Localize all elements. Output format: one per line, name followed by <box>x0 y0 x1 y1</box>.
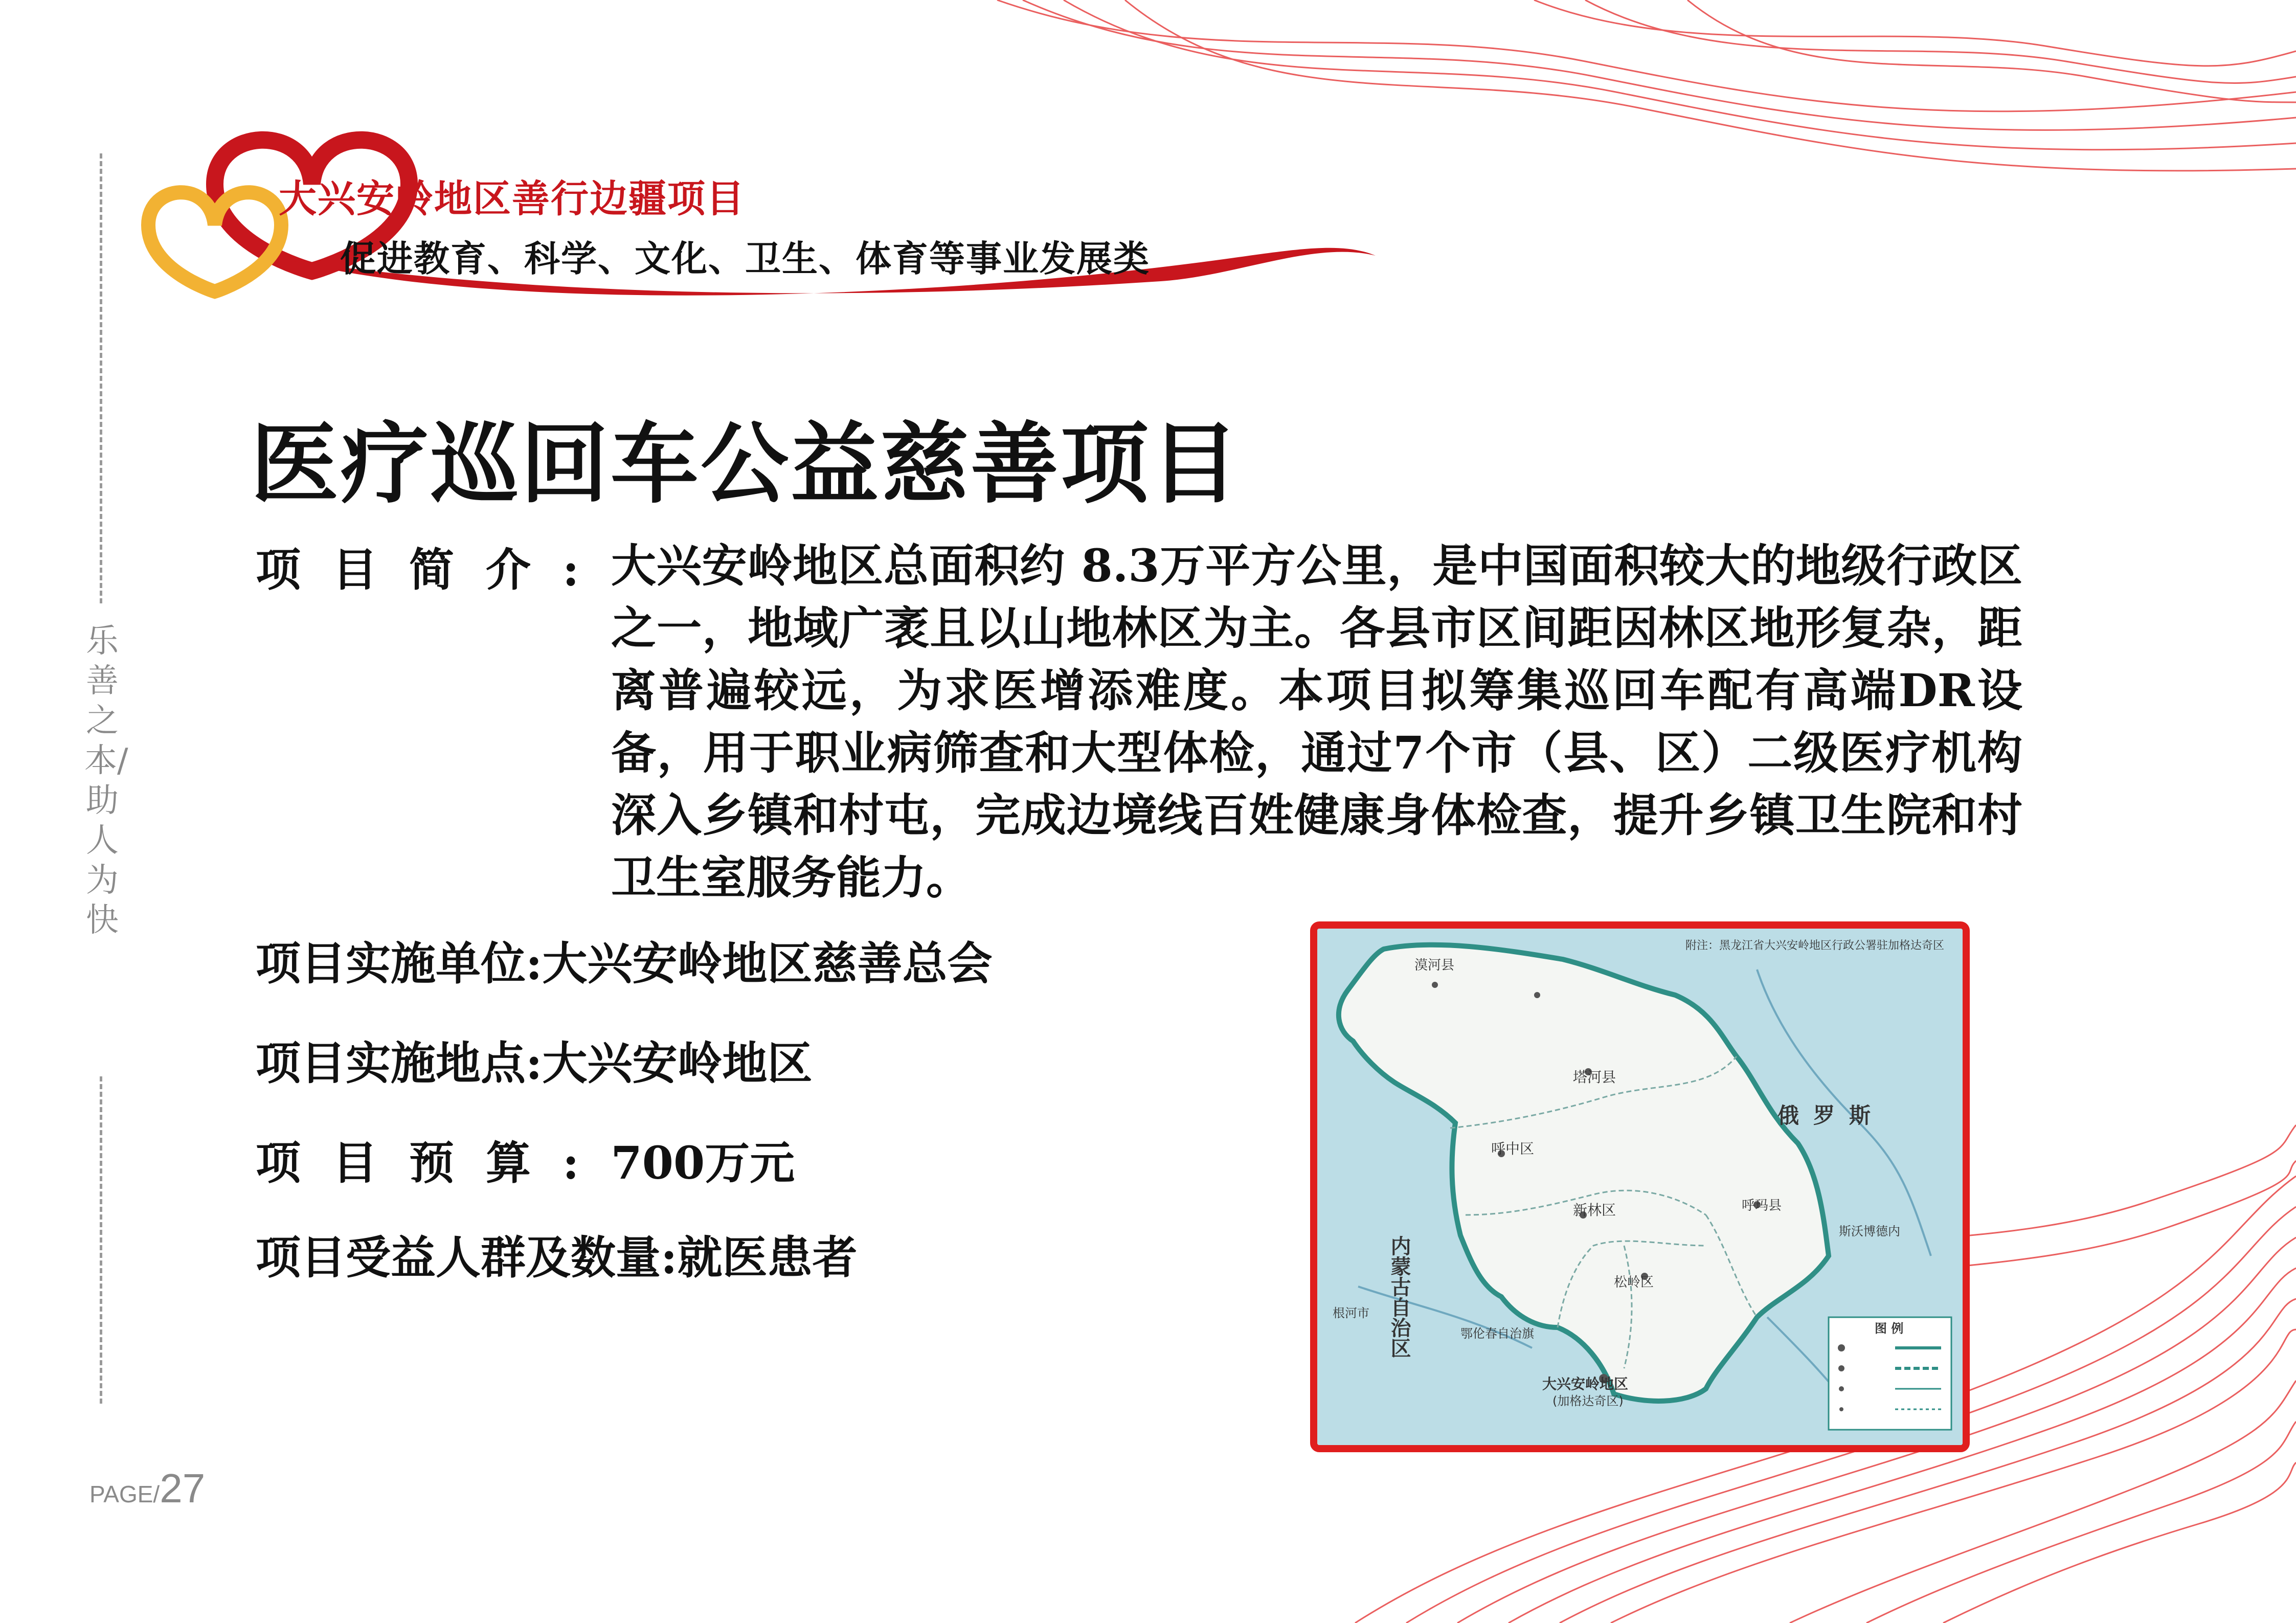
detail-label: 项目受益人群及数量: <box>256 1231 678 1284</box>
map-label-huzhong: 呼中区 <box>1491 1140 1535 1157</box>
region-map <box>1310 921 1970 1452</box>
intro-label: 项目简介: <box>256 543 611 596</box>
detail-row <box>256 1028 813 1092</box>
map-legend <box>1829 1317 1951 1430</box>
project-category-subtitle: 促进教育、科学、文化、卫生、体育等事业发展类 <box>340 238 1150 280</box>
detail-value: 大兴安岭地区慈善总会 <box>542 937 993 990</box>
page-number <box>89 1465 205 1512</box>
map-label-jiagedaqi: (加格达奇区) <box>1552 1394 1624 1408</box>
detail-value: 就医患者 <box>677 1231 858 1284</box>
map-label-xinlin: 新林区 <box>1573 1202 1616 1219</box>
map-note: 附注：黑龙江省大兴安岭地区行政公署驻加格达奇区 <box>1685 939 1945 952</box>
map-label-elunchun: 鄂伦春自治旗 <box>1460 1326 1534 1341</box>
map-label-russia: 俄罗斯 <box>1777 1103 1885 1128</box>
detail-value: 700万元 <box>611 1136 795 1189</box>
page-title: 医疗巡回车公益慈善项目 <box>251 413 1241 515</box>
map-legend-title: 图 例 <box>1875 1321 1904 1336</box>
vertical-slogan: 乐善之本/助人为快 <box>84 622 128 939</box>
detail-label: 项目实施地点: <box>256 1036 543 1090</box>
detail-label: 项目预算: <box>256 1136 611 1189</box>
detail-label: 项目实施单位: <box>256 937 543 990</box>
margin-divider-top <box>100 153 102 603</box>
project-series-title: 大兴安岭地区善行边疆项目 <box>279 177 745 221</box>
intro-text: 大兴安岭地区总面积约 8.3万平方公里，是中国面积较大的地级行政区之一，地域广袤且以山地林区为主。各县市区间距因林区地形复杂，距离普遍较远，为求医增添难度。本项目拟筹集巡回车配有高端DR设备，用于职业病筛查和大型体检，通过7个市（县、区）二级医疗机构深入乡镇和村屯，完成边境线百姓健康身体检查，提升乡镇卫生院和村卫生室服务能力。 <box>611 539 2022 904</box>
page-label: PAGE/ <box>89 1481 160 1507</box>
page-number-value: 27 <box>160 1466 206 1511</box>
detail-row <box>256 1128 795 1192</box>
map-label-daxinganling: 大兴安岭地区 <box>1542 1376 1629 1392</box>
map-label-huma: 呼玛县 <box>1742 1198 1782 1213</box>
map-label-tahe: 塔河县 <box>1573 1069 1616 1086</box>
map-graphic <box>1317 929 1963 1445</box>
map-label-siwo: 斯沃博德内 <box>1839 1224 1900 1238</box>
detail-row <box>256 928 993 993</box>
map-label-songling: 松岭区 <box>1614 1275 1654 1290</box>
map-label-mohe: 漠河县 <box>1414 958 1455 973</box>
detail-row <box>256 1222 858 1287</box>
detail-value: 大兴安岭地区 <box>542 1036 813 1090</box>
margin-divider-bottom <box>100 1076 102 1404</box>
map-label-genhe: 根河市 <box>1333 1306 1369 1320</box>
map-label-inner-mongolia: 内蒙古自治区 <box>1387 1235 1411 1358</box>
